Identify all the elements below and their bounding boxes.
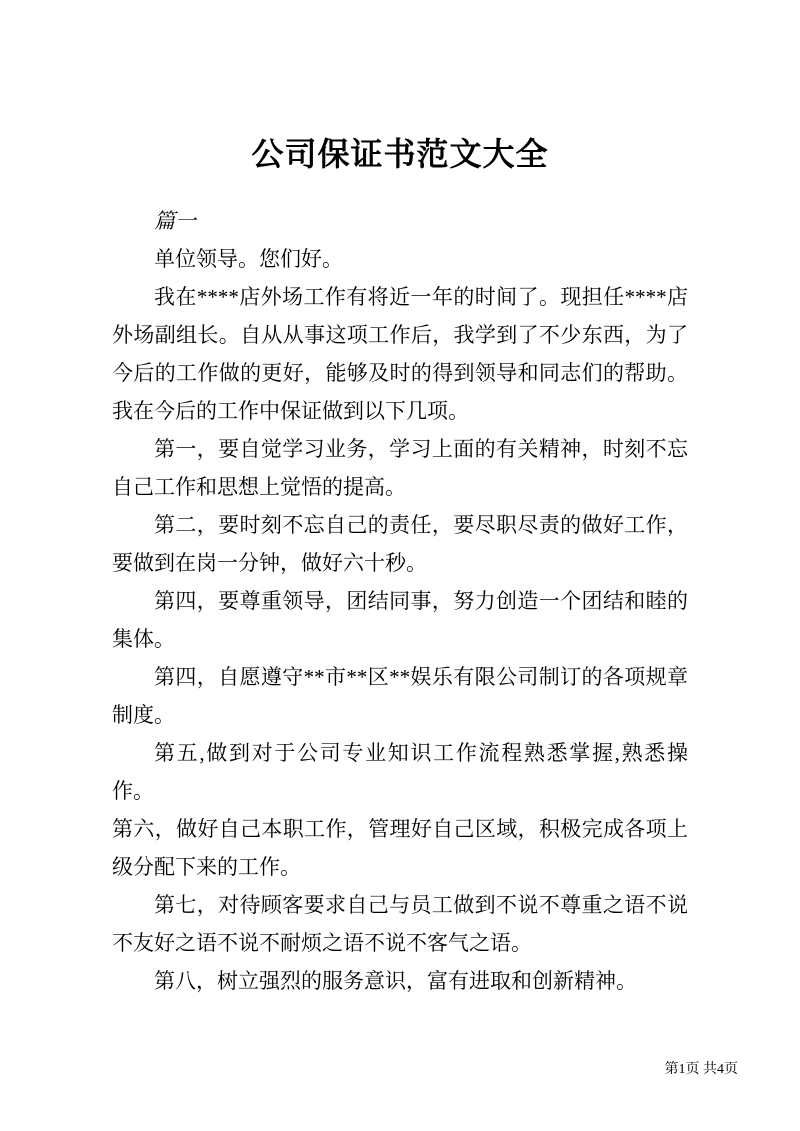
paragraph-intro: 我在****店外场工作有将近一年的时间了。现担任****店外场副组长。自从从事这项工作后，我学到了不少东西，为了今后的工作做的更好，能够及时的得到领导和同志们的帮助。我在今后的工作中保证做到以下几项。 xyxy=(112,285,688,423)
paragraph-item-6: 第六，做好自己本职工作，管理好自己区域，积极完成各项上级分配下来的工作。 xyxy=(112,817,688,879)
paragraph-item-1: 第一，要自觉学习业务，学习上面的有关精神，时刻不忘自己工作和思想上觉悟的提高。 xyxy=(112,437,688,499)
paragraph-item-8: 第八，树立强烈的服务意识，富有进取和创新精神。 xyxy=(154,969,637,993)
paragraph-item-5: 第五,做到对于公司专业知识工作流程熟悉掌握,熟悉操作。 xyxy=(112,741,688,803)
paragraph-item-7: 第七，对待顾客要求自己与员工做到不说不尊重之语不说不友好之语不说不耐烦之语不说不客气之语。 xyxy=(112,893,688,955)
document-title: 公司保证书范文大全 xyxy=(251,136,549,172)
paragraph-greeting: 单位领导。您们好。 xyxy=(154,247,343,271)
paragraph-item-3: 第四，要尊重领导，团结同事，努力创造一个团结和睦的集体。 xyxy=(112,589,688,651)
paragraph-item-4: 第四，自愿遵守**市**区**娱乐有限公司制订的各项规章制度。 xyxy=(112,665,688,727)
page-number-footer: 第1页 共4页 xyxy=(664,1062,738,1077)
paragraph-item-2: 第二，要时刻不忘自己的责任，要尽职尽责的做好工作，要做到在岗一分钟，做好六十秒。 xyxy=(112,513,688,575)
paragraph-lead: 篇一 xyxy=(154,209,196,233)
document-body xyxy=(112,202,688,1000)
